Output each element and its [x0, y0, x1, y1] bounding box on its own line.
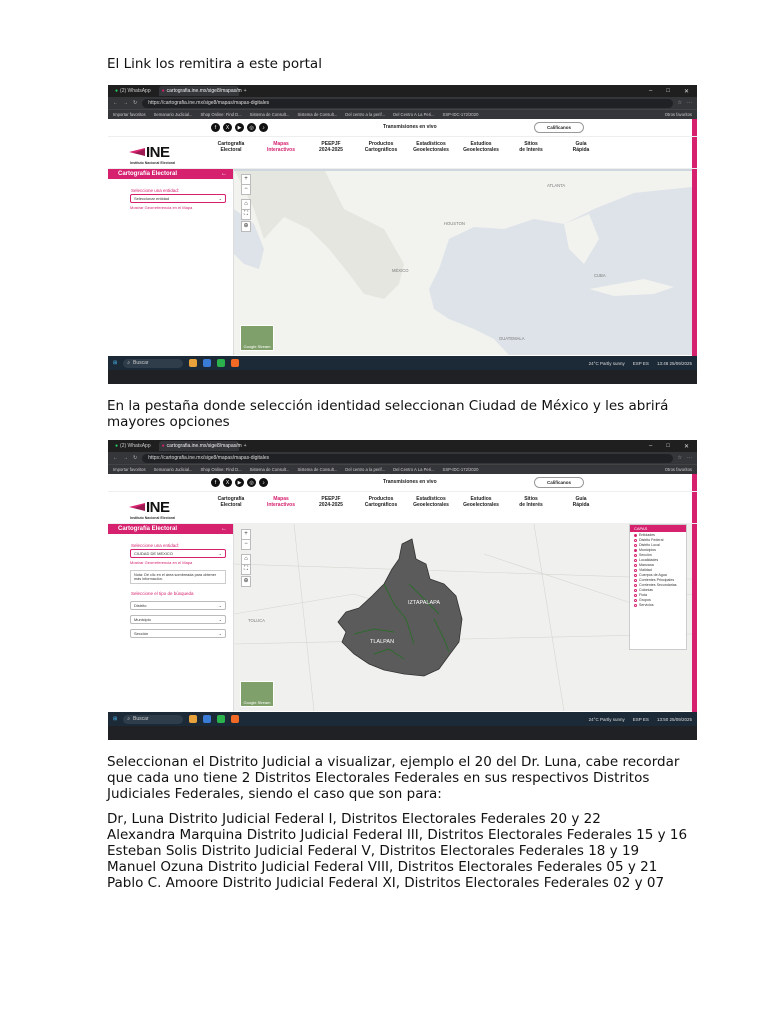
- judges-list: [107, 811, 697, 891]
- layer-item[interactable]: Distrito Local: [630, 542, 686, 547]
- nav-sitios[interactable]: Sitios de Interés: [519, 141, 543, 153]
- zoom-out-button[interactable]: −: [241, 184, 251, 195]
- zoom-out-button[interactable]: −: [241, 539, 251, 550]
- bookmark[interactable]: Del Centro A La Peri...: [393, 112, 435, 117]
- calificanos-button[interactable]: Califícanos: [534, 122, 584, 133]
- entity-label: Seleccione una entidad:: [131, 543, 180, 548]
- system-tray: 24°C Partly sunny ESP ES 13:50 25/09/2025: [588, 716, 692, 722]
- minimize-icon[interactable]: –: [649, 442, 653, 449]
- instruction-text: En la pestaña donde selección identidad seleccionan Ciudad de México y les abrirá mayores opciones: [107, 398, 669, 430]
- close-icon[interactable]: ✕: [683, 443, 689, 450]
- live-link[interactable]: Transmisiones en vivo: [383, 124, 437, 130]
- map-canvas[interactable]: [234, 524, 692, 711]
- layer-item[interactable]: Manzana: [630, 562, 686, 567]
- info-note: Nota: Dé clic en el área sombreada para obtener más información.: [130, 570, 226, 584]
- ine-site: [108, 474, 697, 712]
- windows-icon[interactable]: ⊞: [113, 360, 118, 366]
- chevron-down-icon: ⌄: [218, 631, 222, 636]
- system-tray: 24°C Partly sunny ESP ES 13:48 25/09/2025: [588, 360, 692, 366]
- bookmark[interactable]: Semanario Judicial...: [153, 112, 193, 117]
- bookmark[interactable]: SSP-IDC-172/2020: [442, 112, 479, 117]
- reload-icon[interactable]: ↻: [133, 100, 138, 106]
- nav-sitios[interactable]: Sitios de Interés: [519, 496, 543, 508]
- app-icon[interactable]: [189, 359, 197, 367]
- social-bar: [108, 474, 697, 492]
- nav-estadisticos[interactable]: Estadísticos Geoelectorales: [413, 496, 449, 508]
- nav-mapas[interactable]: Mapas Interactivos: [266, 141, 296, 153]
- app-icon[interactable]: [189, 715, 197, 723]
- nav-estadisticos[interactable]: Estadísticos Geoelectorales: [413, 141, 449, 153]
- bookmark[interactable]: Sistema de Consult...: [297, 112, 338, 117]
- nav-cartografia[interactable]: Cartografía Electoral: [217, 496, 245, 508]
- list-item: Manuel Ozuna Distrito Judicial Federal VIII, Distritos Electorales Federales 05 y 21: [107, 859, 658, 875]
- layer-item[interactable]: Grupos: [630, 597, 686, 602]
- layers-header: CAPAS: [630, 525, 686, 532]
- layer-item[interactable]: Municipios: [630, 547, 686, 552]
- menu-icon[interactable]: ⋯: [687, 455, 692, 461]
- chevron-down-icon: ⌄: [218, 617, 222, 622]
- bookmark[interactable]: Sistema de Consult...: [249, 112, 290, 117]
- street-view-thumbnail[interactable]: Google Stream: [240, 681, 274, 707]
- tab-whatsapp[interactable]: ● (2) WhatsApp: [115, 88, 151, 94]
- instagram-icon[interactable]: ◎: [247, 123, 256, 132]
- tab-cartografia[interactable]: ● cartografia.ine.mx/sige8/mapas/m: [159, 86, 239, 96]
- list-item: Pablo C. Amoore Distrito Judicial Federal XI, Distritos Electorales Federales 02 y 07: [107, 875, 665, 891]
- layer-item[interactable]: Localidades: [630, 557, 686, 562]
- distrito-select[interactable]: Distrito ⌄: [130, 601, 226, 610]
- fullscreen-icon[interactable]: ⛶: [241, 564, 251, 575]
- facebook-icon[interactable]: f: [211, 478, 220, 487]
- menu-icon[interactable]: ⋯: [687, 100, 692, 106]
- label-iztapalapa: IZTAPALAPA: [408, 600, 441, 606]
- ruler-icon[interactable]: ⊕: [241, 221, 251, 232]
- app-icon[interactable]: [203, 715, 211, 723]
- firefox-icon[interactable]: [231, 715, 239, 723]
- bookmark[interactable]: Del centro a la perif...: [345, 112, 386, 117]
- chevron-down-icon: ⌄: [218, 603, 222, 608]
- layer-item[interactable]: Corrientes Secundarias: [630, 582, 686, 587]
- bookmark[interactable]: Importar favoritos: [113, 112, 146, 117]
- close-icon[interactable]: ✕: [683, 88, 689, 95]
- app-icon[interactable]: [217, 359, 225, 367]
- ine-logo[interactable]: INE Instituto Nacional Electoral: [130, 144, 176, 165]
- layer-item[interactable]: Sección: [630, 552, 686, 557]
- search-type-label: Seleccione el tipo de búsqueda: [131, 591, 194, 596]
- municipio-select[interactable]: Municipio ⌄: [130, 615, 226, 624]
- explanation-text: Seleccionan el Distrito Judicial a visualizar, ejemplo el 20 del Dr. Luna, cabe recordar que cada uno tiene 2 Distritos Electorales Federales en sus respectivos Distritos Judiciales Federales, siendo el caso que son para:: [107, 754, 680, 802]
- back-icon[interactable]: ←: [113, 455, 118, 461]
- nav-guia[interactable]: Guía Rápida: [572, 141, 590, 153]
- bookmark[interactable]: Del centro a la perif...: [345, 467, 386, 472]
- nav-productos[interactable]: Productos Cartográficos: [364, 141, 398, 153]
- street-view-thumbnail[interactable]: Google Stream: [240, 325, 274, 351]
- search-icon: ⌕: [127, 360, 131, 366]
- layer-item[interactable]: Entidades: [630, 532, 686, 537]
- star-icon[interactable]: ☆: [677, 455, 682, 461]
- youtube-icon[interactable]: ▶: [235, 123, 244, 132]
- app-icon[interactable]: [217, 715, 225, 723]
- main-nav: [108, 137, 697, 169]
- zoom-in-button[interactable]: +: [241, 174, 251, 185]
- seccion-select[interactable]: Sección ⌄: [130, 629, 226, 638]
- x-icon[interactable]: X: [223, 478, 232, 487]
- label-guatemala: GUATEMALA: [499, 336, 525, 341]
- new-tab-icon[interactable]: +: [243, 88, 247, 94]
- forward-icon[interactable]: →: [123, 455, 128, 461]
- tiktok-icon[interactable]: ♪: [259, 123, 268, 132]
- list-item: Dr, Luna Distrito Judicial Federal I, Distritos Electorales Federales 20 y 22: [107, 811, 601, 827]
- list-item: Alexandra Marquina Distrito Judicial Federal III, Distritos Electorales Federales 15 y 16: [107, 827, 688, 843]
- x-icon[interactable]: X: [223, 123, 232, 132]
- fullscreen-icon[interactable]: ⛶: [241, 209, 251, 220]
- app-icon[interactable]: [203, 359, 211, 367]
- nav-guia[interactable]: Guía Rápida: [572, 496, 590, 508]
- calificanos-button[interactable]: Califícanos: [534, 477, 584, 488]
- maximize-icon[interactable]: □: [666, 87, 670, 94]
- windows-icon[interactable]: ⊞: [113, 716, 118, 722]
- layer-item[interactable]: Cuerpos de Agua: [630, 572, 686, 577]
- geo-link[interactable]: Mostrar Georreferencia en el Mapa: [130, 560, 193, 565]
- forward-icon[interactable]: →: [123, 100, 128, 106]
- geo-link[interactable]: Mostrar Georreferencia en el Mapa: [130, 205, 193, 210]
- north-america-map: [234, 169, 692, 355]
- bookmark[interactable]: Sistema de Consult...: [297, 467, 338, 472]
- search-icon: ⌕: [127, 716, 131, 722]
- map-canvas[interactable]: [234, 169, 692, 355]
- bookmark[interactable]: SSP-IDC-172/2020: [442, 467, 479, 472]
- zoom-in-button[interactable]: +: [241, 529, 251, 540]
- facebook-icon[interactable]: f: [211, 123, 220, 132]
- entity-select[interactable]: Seleccionar entidad ⌄: [130, 194, 226, 203]
- chevron-down-icon: ⌄: [218, 551, 222, 556]
- other-bookmarks[interactable]: Otros favoritos: [664, 112, 692, 117]
- list-item: Esteban Solis Distrito Judicial Federal V, Distritos Electorales Federales 18 y 19: [107, 843, 640, 859]
- nav-mapas[interactable]: Mapas Interactivos: [266, 496, 296, 508]
- browser-tabbar: [108, 85, 697, 97]
- screenshot-cdmx: [108, 440, 697, 740]
- label-tlalpan: TLALPAN: [370, 639, 395, 645]
- minimize-icon[interactable]: –: [649, 87, 653, 94]
- side-panel: [108, 169, 234, 355]
- reload-icon[interactable]: ↻: [133, 455, 138, 461]
- taskbar-search[interactable]: ⌕ Buscar: [123, 359, 183, 368]
- intro-text: El Link los remitira a este portal: [107, 56, 322, 72]
- layer-item[interactable]: Servicios: [630, 602, 686, 607]
- home-icon[interactable]: ⌂: [241, 199, 251, 210]
- window-controls: [649, 88, 697, 95]
- entity-select[interactable]: CIUDAD DE MEXICO ⌄: [130, 549, 226, 558]
- label-cuba: CUBA: [594, 273, 606, 278]
- tiktok-icon[interactable]: ♪: [259, 478, 268, 487]
- instagram-icon[interactable]: ◎: [247, 478, 256, 487]
- address-bar-row: [108, 452, 697, 464]
- home-icon[interactable]: ⌂: [241, 554, 251, 565]
- layer-item[interactable]: Distrito Federal: [630, 537, 686, 542]
- nav-peepjf[interactable]: PEEPJF 2024-2025: [319, 496, 343, 508]
- nav-estudios[interactable]: Estudios Geoelectorales: [463, 496, 499, 508]
- url-input[interactable]: https:// cartografia.ine.mx/sige8/mapas/mapas-digitales: [142, 454, 672, 463]
- tab-cartografia[interactable]: ● cartografia.ine.mx/sige8/mapas/m: [159, 441, 239, 451]
- nav-peepjf[interactable]: PEEPJF 2024-2025: [319, 141, 343, 153]
- new-tab-icon[interactable]: +: [243, 443, 247, 449]
- maximize-icon[interactable]: □: [666, 442, 670, 449]
- bookmark[interactable]: Del Centro A La Peri...: [393, 467, 435, 472]
- other-bookmarks[interactable]: Otros favoritos: [664, 467, 692, 472]
- live-link[interactable]: Transmisiones en vivo: [383, 479, 437, 485]
- url-input[interactable]: https:// cartografia.ine.mx/sige8/mapas/mapas-digitales: [142, 99, 672, 108]
- browser-tabbar: [108, 440, 697, 452]
- youtube-icon[interactable]: ▶: [235, 478, 244, 487]
- label-atlanta: ATLANTA: [547, 183, 566, 188]
- bookmarks-bar: [108, 109, 697, 119]
- collapse-icon[interactable]: ←: [221, 171, 227, 177]
- label-mexico: MÉXICO: [392, 268, 409, 273]
- layer-item[interactable]: Corrientes Principales: [630, 577, 686, 582]
- panel-header: Cartografía Electoral ←: [108, 524, 233, 534]
- cdmx-map: [234, 524, 692, 711]
- map-area: [108, 169, 697, 355]
- window-controls: [649, 443, 697, 450]
- bookmarks-bar: [108, 464, 697, 474]
- map-area: [108, 524, 697, 711]
- screenshot-portal: [108, 85, 697, 384]
- nav-estudios[interactable]: Estudios Geoelectorales: [463, 141, 499, 153]
- nav-cartografia[interactable]: Cartografía Electoral: [217, 141, 245, 153]
- star-icon[interactable]: ☆: [677, 100, 682, 106]
- bookmark[interactable]: Sistema de Consult...: [249, 467, 290, 472]
- social-bar: [108, 119, 697, 137]
- collapse-icon[interactable]: ←: [221, 526, 227, 532]
- windows-taskbar: [108, 356, 697, 370]
- bookmark[interactable]: Shop Online: Find D...: [200, 467, 242, 472]
- ine-logo[interactable]: INE Instituto Nacional Electoral: [130, 499, 176, 520]
- chevron-down-icon: ⌄: [218, 196, 222, 201]
- ruler-icon[interactable]: ⊕: [241, 576, 251, 587]
- main-nav: [108, 492, 697, 524]
- side-panel: [108, 524, 234, 711]
- address-bar-row: [108, 97, 697, 109]
- label-toluca: TOLUCA: [248, 618, 265, 623]
- label-houston: HOUSTON: [444, 221, 465, 226]
- bookmark[interactable]: Importar favoritos: [113, 467, 146, 472]
- nav-productos[interactable]: Productos Cartográficos: [364, 496, 398, 508]
- back-icon[interactable]: ←: [113, 100, 118, 106]
- bookmark[interactable]: Shop Online: Find D...: [200, 112, 242, 117]
- windows-taskbar: [108, 712, 697, 726]
- layer-item[interactable]: Flota: [630, 592, 686, 597]
- layers-panel: [629, 524, 687, 650]
- ine-site: [108, 119, 697, 356]
- bookmark[interactable]: Semanario Judicial...: [153, 467, 193, 472]
- panel-header: Cartografía Electoral ←: [108, 169, 233, 179]
- entity-label: Seleccione una entidad:: [131, 188, 180, 193]
- taskbar-search[interactable]: ⌕ Buscar: [123, 715, 183, 724]
- tab-whatsapp[interactable]: ● (2) WhatsApp: [115, 443, 151, 449]
- layer-item[interactable]: Vialidad: [630, 567, 686, 572]
- firefox-icon[interactable]: [231, 359, 239, 367]
- layer-item[interactable]: Colonias: [630, 587, 686, 592]
